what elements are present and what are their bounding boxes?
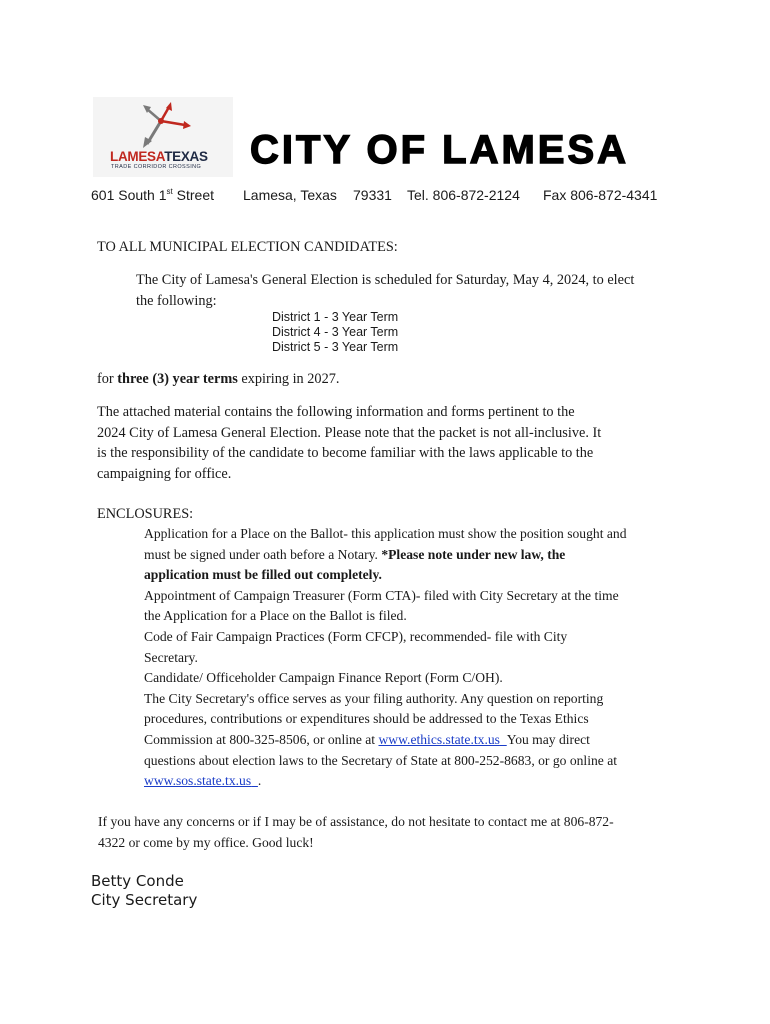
enclosure-line: Application for a Place on the Ballot- this application must show the position sought and	[144, 526, 627, 541]
enclosure-line: The City Secretary's office serves as your filing authority. Any question on reporting	[144, 690, 604, 706]
logo-tagline: TRADE CORRIDOR CROSSING	[111, 164, 202, 170]
intro-line: The City of Lamesa's General Election is scheduled for Saturday, May 4, 2024, to elect	[136, 272, 635, 288]
intro-line: the following:	[136, 292, 217, 309]
logo-brand-text: LAMESATEXAS	[110, 149, 208, 164]
terms-emphasis: three (3) year terms	[117, 371, 238, 387]
letterhead-title: CITY OF LAMESA	[250, 128, 630, 172]
enclosure-line: Commission at 800-325-8506, or online at www.ethics.state.tx.us You may direct	[144, 731, 590, 747]
district-list	[272, 310, 398, 355]
crossroads-arrows-icon	[133, 99, 193, 149]
enclosure-line: questions about election laws to the Secretary of State at 800-252-8683, or go online at	[144, 752, 618, 768]
enclosures-list	[144, 524, 704, 792]
district-item: District 5 - 3 Year Term	[272, 340, 399, 354]
closing-line: If you have any concerns or if I may be of assistance, do not hesitate to contact me at 806-872-	[98, 814, 614, 829]
enclosure-line: Secretary.	[144, 649, 198, 665]
enclosure-line: procedures, contributions or expenditures should be addressed to the Texas Ethics	[144, 711, 589, 727]
material-line: is the responsibility of the candidate to become familiar with the laws applicable to the	[97, 445, 594, 461]
enclosure-line: www.sos.state.tx.us .	[144, 773, 262, 789]
telephone: Tel. 806-872-2124	[407, 187, 520, 203]
closing-line: 4322 or come by my office. Good luck!	[98, 834, 314, 850]
notice-emphasis: *Please note under new law, the	[381, 546, 566, 562]
fax: Fax 806-872-4341	[543, 187, 658, 203]
ethics-link-spacer[interactable]	[500, 732, 507, 747]
secretary-of-state-link[interactable]: www.sos.state.tx.us	[144, 773, 252, 789]
zip-code: 79331	[353, 187, 392, 203]
city-logo	[93, 97, 233, 177]
terms-line: for three (3) year terms expiring in 2027.	[97, 371, 340, 387]
signature-title: City Secretary	[91, 891, 198, 909]
district-item: District 1 - 3 Year Term	[272, 310, 399, 324]
enclosure-line	[144, 565, 704, 586]
enclosures-heading: ENCLOSURES:	[97, 506, 194, 522]
material-paragraph	[97, 402, 697, 484]
intro-paragraph	[136, 270, 696, 311]
enclosure-line: the Application for a Place on the Ballot is filed.	[144, 608, 407, 624]
enclosure-line: Candidate/ Officeholder Campaign Finance Report (Form C/OH).	[144, 670, 503, 686]
closing-paragraph	[98, 812, 678, 853]
material-line: The attached material contains the following information and forms pertinent to the	[97, 404, 575, 420]
city-state: Lamesa, Texas	[243, 187, 337, 203]
enclosure-line: Code of Fair Campaign Practices (Form CFCP), recommended- file with City	[144, 628, 568, 644]
material-line: 2024 City of Lamesa General Election. Please note that the packet is not all-inclusive. It	[97, 424, 602, 441]
district-item: District 4 - 3 Year Term	[272, 325, 399, 339]
material-line: campaigning for office.	[97, 465, 232, 482]
ethics-commission-link[interactable]: www.ethics.state.tx.us	[378, 731, 500, 747]
enclosure-line: Appointment of Campaign Treasurer (Form CTA)- filed with City Secretary at the time	[144, 587, 619, 603]
street-address: 601 South 1st Street	[91, 187, 214, 203]
sos-link-spacer[interactable]	[251, 773, 258, 788]
signature-name: Betty Conde	[91, 872, 184, 890]
notice-emphasis: application must be filled out completely.	[144, 567, 382, 583]
signature-block	[91, 872, 197, 910]
salutation: TO ALL MUNICIPAL ELECTION CANDIDATES:	[97, 239, 398, 255]
enclosure-line: must be signed under oath before a Notary. *Please note under new law, the	[144, 546, 566, 562]
